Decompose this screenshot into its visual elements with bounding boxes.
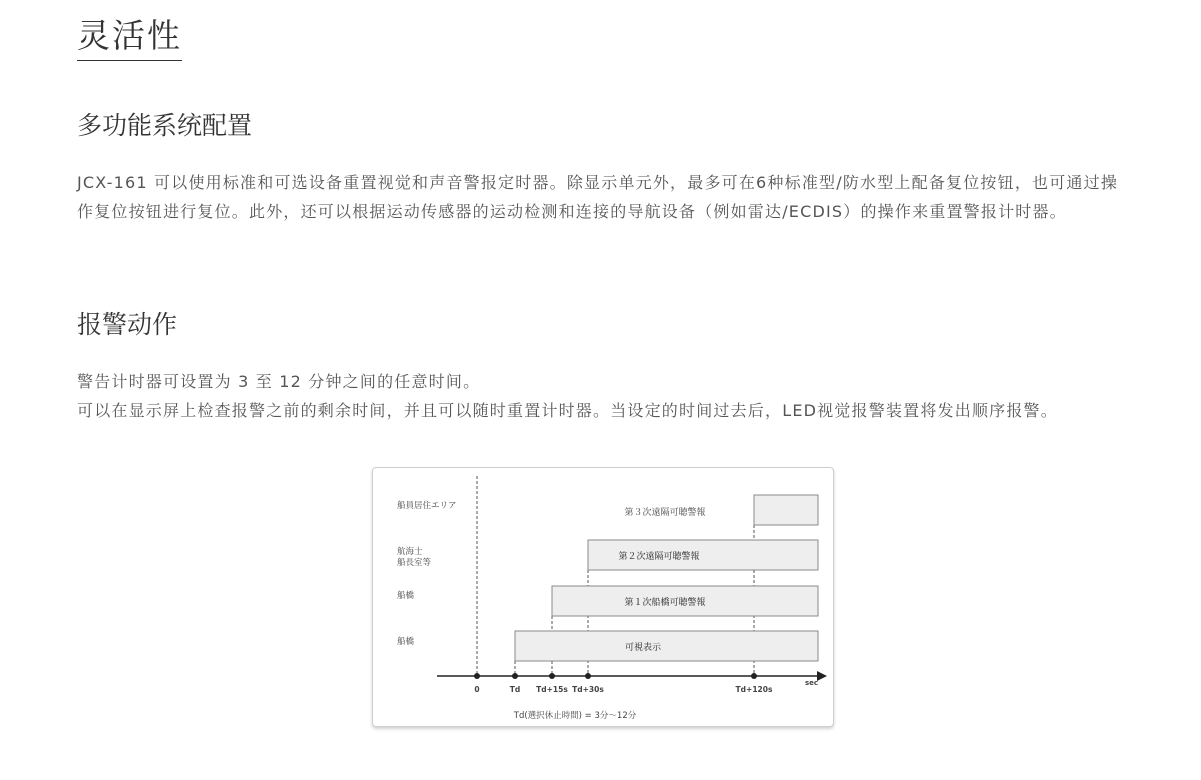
row-label: 船橋 — [397, 637, 415, 647]
row-label: 船橋 — [397, 591, 415, 601]
bar-label: 第３次遠隔可聴警報 — [624, 508, 706, 518]
paragraph: JCX-161 可以使用标准和可选设备重置视觉和声音警报定时器。除显示单元外，最多可在6种标准型/防水型上配备复位按钮，也可通过操作复位按钮进行复位。此外，还可以根据运动传感器的运动检测和连接的导航设备（例如雷达/ECDIS）的操作来重置警报计时器。 — [77, 173, 1119, 221]
axis-arrow-icon — [817, 671, 827, 681]
axis-tick-dot — [512, 673, 518, 679]
diagram-svg — [373, 468, 833, 726]
row-label: 航海士 — [397, 547, 423, 557]
section-body-alarm — [77, 367, 1122, 425]
axis-tick-label: 0 — [474, 685, 480, 694]
paragraph: 可以在显示屏上检查报警之前的剩余时间，并且可以随时重置计时器。当设定的时间过去后，LED视觉报警装置将发出顺序报警。 — [77, 401, 1058, 420]
section-title-alarm: 报警动作 — [77, 310, 178, 339]
axis-tick-dot — [751, 673, 757, 679]
axis-tick-label: Td+30s — [572, 685, 604, 694]
row-label: 船員居住エリア — [397, 501, 457, 511]
page-title: 灵活性 — [77, 14, 182, 61]
paragraph: 警告计时器可设置为 3 至 12 分钟之间的任意时间。 — [77, 372, 481, 391]
bar-label: 第２次遠隔可聴警報 — [618, 552, 700, 562]
axis-tick-dot — [549, 673, 555, 679]
section-body-config — [77, 168, 1122, 226]
diagram-caption: Td(選択休止時間) = 3分〜12分 — [513, 711, 637, 721]
axis-tick-dot — [585, 673, 591, 679]
row-label: 船長室等 — [397, 558, 432, 568]
bar-label: 可視表示 — [624, 643, 662, 653]
axis-tick-dot — [474, 673, 480, 679]
axis-tick-label: Td+15s — [536, 685, 568, 694]
alarm-sequence-diagram — [372, 467, 834, 727]
visual-display-bar — [515, 631, 818, 661]
axis-tick-label: Td — [509, 685, 521, 694]
bar-label: 第１次船橋可聴警報 — [624, 598, 706, 608]
axis-tick-label: Td+120s — [735, 685, 773, 694]
alarm-bar-3rd-remote — [754, 495, 818, 525]
axis-unit: sec — [805, 679, 819, 687]
section-title-config: 多功能系统配置 — [77, 111, 253, 140]
